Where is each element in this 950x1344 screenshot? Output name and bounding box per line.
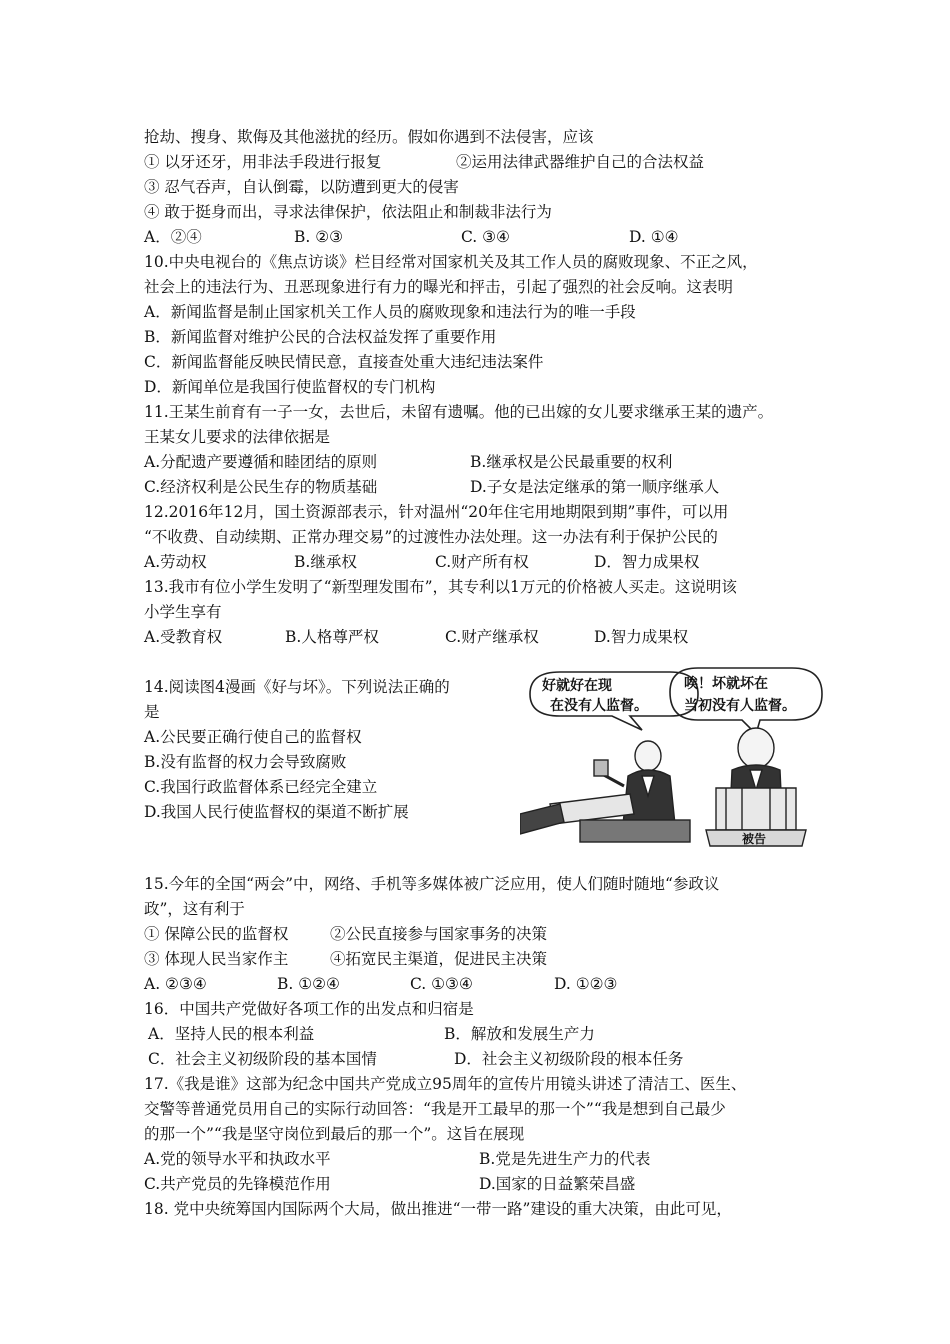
q9-statement-1: ① 以牙还牙，用非法手段进行报复	[144, 153, 382, 171]
q10-option-b: B．新闻监督对维护公民的合法权益发挥了重要作用	[144, 328, 497, 346]
q17-stem-line-3: 的那一个”“我是坚守岗位到最后的那一个”。这旨在展现	[144, 1125, 525, 1143]
q10-stem-line-2: 社会上的违法行为、丑恶现象进行有力的曝光和抨击，引起了强烈的社会反响。这表明	[144, 278, 734, 296]
q12-option-d: D．智力成果权	[594, 553, 700, 571]
q11-option-c: C.经济权利是公民生存的物质基础	[144, 478, 378, 496]
q11-stem-line-1: 11.王某生前育有一子一女，去世后，未留有遗嘱。他的已出嫁的女儿要求继承王某的遗产。	[144, 403, 774, 421]
q12-option-c: C.财产所有权	[435, 553, 529, 571]
q15-statement-1: ① 保障公民的监督权	[144, 925, 289, 943]
q15-statement-2: ②公民直接参与国家事务的决策	[330, 925, 548, 943]
q16-option-c: C．社会主义初级阶段的基本国情	[148, 1050, 377, 1068]
q13-option-b: B.人格尊严权	[285, 628, 379, 646]
q12-option-b: B.继承权	[294, 553, 357, 571]
q9-statement-3: ③ 忍气吞声，自认倒霉，以防遭到更大的侵害	[144, 178, 459, 196]
q11-option-d: D.子女是法定继承的第一顺序继承人	[470, 478, 720, 496]
q17-option-b: B.党是先进生产力的代表	[479, 1150, 651, 1168]
q9-stem: 抢劫、搜身、欺侮及其他滋扰的经历。假如你遇到不法侵害，应该	[144, 128, 594, 146]
q15-option-a: A. ②③④	[144, 975, 207, 993]
q9-option-d: D. ①④	[629, 228, 679, 246]
q13-stem-line-2: 小学生享有	[144, 603, 222, 621]
q15-stem-line-2: 政”，这有利于	[144, 900, 245, 918]
q10-option-c: C．新闻监督能反映民情民意，直接查处重大违纪违法案件	[144, 353, 544, 371]
bubble-right-text-2: 当初没有人监督。	[684, 698, 796, 714]
q14-option-b: B.没有监督的权力会导致腐败	[144, 753, 347, 771]
q9-statement-4: ④ 敢于挺身而出，寻求法律保护，依法阻止和制裁非法行为	[144, 203, 552, 221]
q12-stem-line-2: “不收费、自动续期、正常办理交易”的过渡性办法处理。这一办法有利于保护公民的	[144, 528, 718, 546]
q12-option-a: A.劳动权	[144, 553, 207, 571]
q15-option-c: C. ①③④	[410, 975, 473, 993]
q16-stem: 16．中国共产党做好各项工作的出发点和归宿是	[144, 1000, 474, 1018]
q16-option-d: D．社会主义初级阶段的根本任务	[454, 1050, 684, 1068]
q16-option-a: A．坚持人民的根本利益	[148, 1025, 315, 1043]
q13-stem-line-1: 13.我市有位小学生发明了“新型理发围布”，其专利以1万元的价格被人买走。这说明该	[144, 578, 737, 596]
q13-option-d: D.智力成果权	[594, 628, 689, 646]
q10-option-d: D．新闻单位是我国行使监督权的专门机构	[144, 378, 436, 396]
q10-stem-line-1: 10.中央电视台的《焦点访谈》栏目经常对国家机关及其工作人员的腐败现象、不正之风，	[144, 253, 758, 271]
q11-option-b: B.继承权是公民最重要的权利	[470, 453, 673, 471]
bubble-right-text-1: 唉！坏就坏在	[684, 676, 768, 692]
q14-option-d: D.我国人民行使监督权的渠道不断扩展	[144, 803, 409, 821]
q13-option-c: C.财产继承权	[445, 628, 539, 646]
right-defendant-figure	[706, 728, 806, 846]
q9-option-c: C. ③④	[461, 228, 510, 246]
q14-option-c: C.我国行政监督体系已经完全建立	[144, 778, 378, 796]
q15-statement-4: ④拓宽民主渠道，促进民主决策	[330, 950, 548, 968]
bubble-left-text-2: 在没有人监督。	[550, 698, 648, 714]
q11-stem-line-2: 王某女儿要求的法律依据是	[144, 428, 331, 446]
q13-option-a: A.受教育权	[144, 628, 223, 646]
q9-option-b: B. ②③	[294, 228, 344, 246]
q15-statement-3: ③ 体现人民当家作主	[144, 950, 289, 968]
q16-option-b: B．解放和发展生产力	[444, 1025, 595, 1043]
q10-option-a: A．新闻监督是制止国家机关工作人员的腐败现象和违法行为的唯一手段	[144, 303, 636, 321]
q18-stem-line-1: 18. 党中央统筹国内国际两个大局，做出推进“一带一路”建设的重大决策，由此可见，	[144, 1200, 732, 1218]
q14-option-a: A.公民要正确行使自己的监督权	[144, 728, 362, 746]
q17-option-d: D.国家的日益繁荣昌盛	[479, 1175, 636, 1193]
q15-stem-line-1: 15.今年的全国“两会”中，网络、手机等多媒体被广泛应用，使人们随时随地“参政议	[144, 875, 720, 893]
q11-option-a: A.分配遗产要遵循和睦团结的原则	[144, 453, 378, 471]
q15-option-b: B. ①②④	[277, 975, 340, 993]
bubble-left-text-1: 好就好在现	[542, 678, 612, 694]
q17-stem-line-1: 17.《我是谁》这部为纪念中国共产党成立95周年的宣传片用镜头讲述了清洁工、医生、	[144, 1075, 747, 1093]
q9-statement-2: ②运用法律武器维护自己的合法权益	[456, 153, 705, 171]
left-official-figure	[520, 741, 690, 842]
q17-option-c: C.共产党员的先锋模范作用	[144, 1175, 331, 1193]
podium-label: 被告	[742, 832, 767, 846]
q17-stem-line-2: 交警等普通党员用自己的实际行动回答：“我是开工最早的那一个”“我是想到自己最少	[144, 1100, 726, 1118]
cartoon-image	[520, 664, 826, 850]
q17-option-a: A.党的领导水平和执政水平	[144, 1150, 331, 1168]
q9-option-a: A．②④	[144, 228, 202, 246]
q15-option-d: D. ①②③	[554, 975, 618, 993]
q14-stem-line-2: 是	[144, 703, 160, 721]
q14-stem-line-1: 14.阅读图4漫画《好与坏》。下列说法正确的	[144, 678, 450, 696]
q12-stem-line-1: 12.2016年12月，国土资源部表示，针对温州“20年住宅用地期限到期”事件，可以用	[144, 503, 729, 521]
